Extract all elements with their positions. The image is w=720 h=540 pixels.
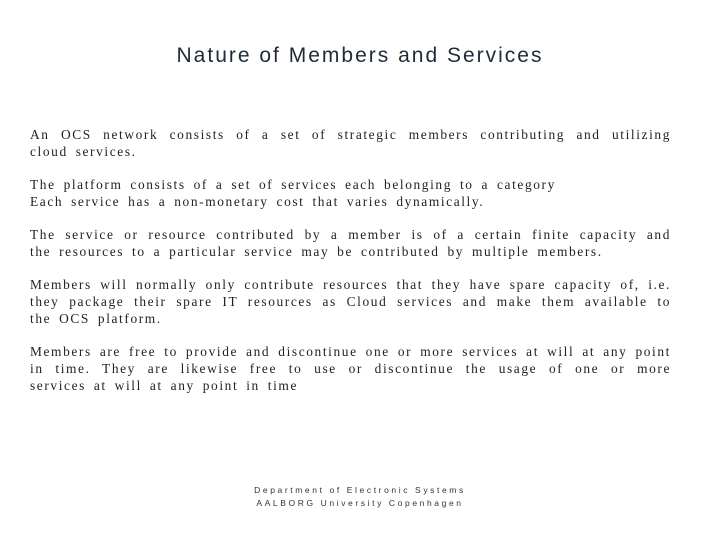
- paragraph-spare-capacity: Members will normally only contribute resources that they have spare capacity of, i.e. they package their spare IT resources as Cloud services and make them available to the OCS platform.: [30, 277, 671, 326]
- slide-body: [30, 126, 671, 410]
- line-platform-categories: The platform consists of a set of services each belonging to a category: [30, 177, 556, 192]
- paragraph-free-to-provide: Members are free to provide and discontinue one or more services at will at any point in time. They are likewise free to use or discontinue the usage of one or more services at will at any point in time: [30, 344, 671, 393]
- footer-university: AALBORG University Copenhagen: [256, 498, 464, 508]
- paragraph-network: An OCS network consists of a set of strategic members contributing and utilizing cloud services.: [30, 127, 671, 159]
- footer: [0, 484, 720, 510]
- line-service-cost: Each service has a non-monetary cost that varies dynamically.: [30, 194, 485, 209]
- paragraph-platform: [30, 176, 671, 210]
- slide-title: Nature of Members and Services: [176, 44, 544, 67]
- paragraph-capacity: The service or resource contributed by a member is of a certain finite capacity and the resources to a particular service may be contributed by multiple members.: [30, 227, 671, 259]
- footer-department: Department of Electronic Systems: [254, 485, 466, 495]
